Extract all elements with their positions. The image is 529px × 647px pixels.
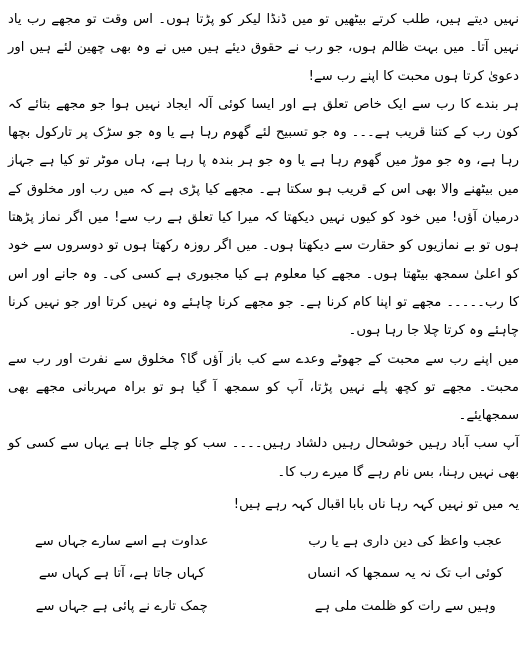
paragraph-3: میں اپنے رب سے محبت کے جھوٹے وعدے سے کب باز آؤں گا؟ مخلوق سے نفرت اور رب سے محبت۔ مجھے تو کچھ پلے نہیں پڑتا، آپ کو سمجھ آ گیا ہو تو براہ مہربانی مجھے بھی سمجھایئے۔ xyxy=(8,351,519,424)
misra-second: چمک تارے نے پائی ہے جہاں سے xyxy=(35,598,208,614)
misra-second: کہاں جاتا ہے، آتا ہے کہاں سے xyxy=(38,566,205,582)
poem xyxy=(8,525,519,623)
couplet-2 xyxy=(8,558,519,591)
misra-first: وہیں سے رات کو ظلمت ملی ہے xyxy=(314,598,496,614)
misra-second: عداوت ہے اسے سارے جہاں سے xyxy=(34,533,209,549)
paragraph-1: نہیں دیتے ہیں، طلب کرتے بیٹھیں تو میں ڈنڈا لیکر کو پڑتا ہوں۔ اس وقت تو مجھے رب یاد نہیں آتا۔ میں بہت ظالم ہوں، جو رب نے حقوق دیئے ہیں میں نے وہ بھی چھین لئے ہیں اور دعویٰ کرتا ہوں محبت کا اپنے رب سے! xyxy=(8,12,519,84)
paragraph-2: ہر بندے کا رب سے ایک خاص تعلق ہے اور ایسا کوئی آلہ ایجاد نہیں ہوا جو مجھے بتائے کہ کون رب کے کتنا قریب ہے۔۔۔ وہ جو تسبیح لئے گھوم رہا ہے یا وہ جو سڑک پر تارکول بچھا رہا ہے، وہ جو موڑ میں گھوم رہا ہے یا وہ جو ہر بندہ پا رہا ہے، ہاں موٹر تو کیا ہے جہاز میں بیٹھنے والا بھی اس کے قریب ہو سکتا ہے۔ مجھے کیا پڑی ہے کہ میں رب اور مخلوق کے درمیان آؤں! میں خود کو کیوں نہیں دیکھتا کہ میرا کیا تعلق ہے رب سے! میں اگر نماز پڑھتا ہوں تو بے نمازیوں کو حقارت سے دیکھتا ہوں۔ میں اگر روزہ رکھتا ہوں تو دوسروں سے خود کو اعلیٰ سمجھ بیٹھتا ہوں۔ مجھے کیا معلوم ہے کیا مجبوری ہے کسی کی۔ وہ جانے اور اس کا رب۔۔۔۔۔ مجھے تو اپنا کام کرنا ہے۔ جو مجھے کرنا چاہئے وہ نہیں کرتا اور جو نہیں کرنا چاہئے وہ کرتا چلا جا رہا ہوں۔ xyxy=(8,96,519,339)
misra-first: کوئی اب تک نہ یہ سمجھا کہ انساں xyxy=(307,566,504,582)
poem-intro: یہ میں تو نہیں کہہ رہا ناں بابا اقبال کہہ رہے ہیں! xyxy=(233,497,519,513)
paragraph-4: آپ سب آباد رہیں خوشحال رہیں دلشاد رہیں۔۔۔۔ سب کو چلے جانا ہے یہاں سے کسی کو بھی نہیں رہنا، بس نام رہے گا میرے رب کا۔ xyxy=(8,436,519,480)
couplet-3 xyxy=(8,590,519,623)
misra-first: عجب واعظ کی دین داری ہے یا رب xyxy=(308,533,503,549)
couplet-1 xyxy=(8,525,519,558)
